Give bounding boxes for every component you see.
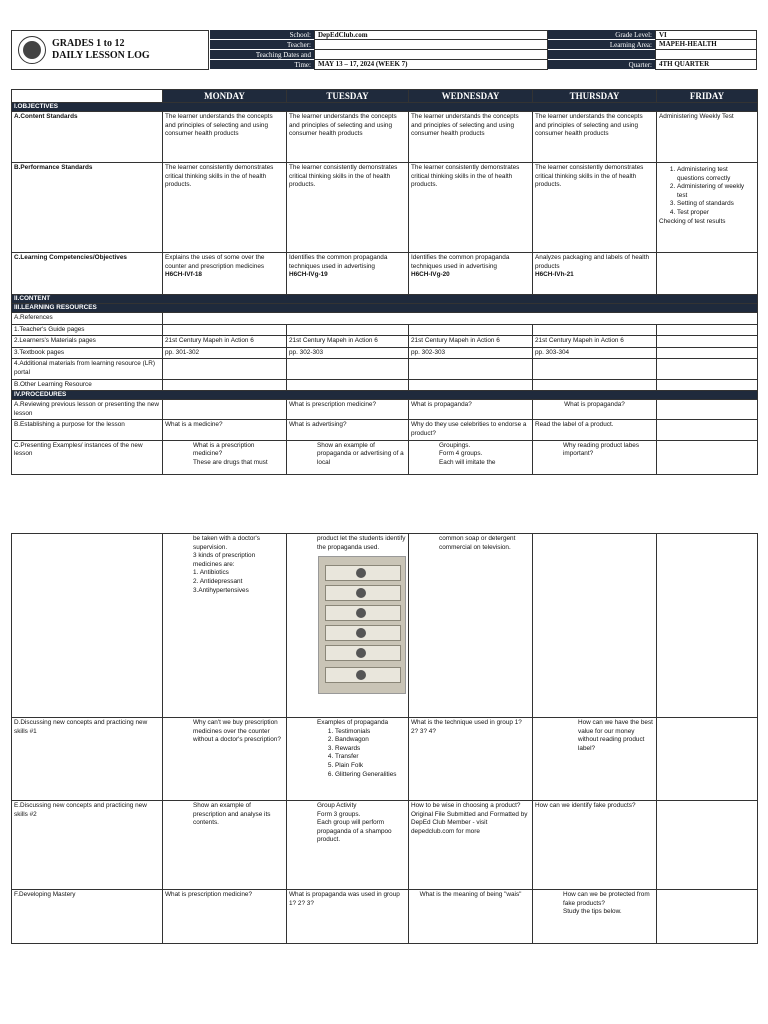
cell-tue: The learner consistently demonstrates critical thinking skills in the of health products.: [287, 163, 409, 253]
area-label: Learning Area:: [548, 40, 655, 50]
lesson-log-header: [11, 30, 757, 70]
list-item: 1. Administering test questions correctly: [677, 166, 755, 183]
cell-tue: The learner understands the concepts and principles of selecting and using consumer health products: [287, 112, 409, 163]
cell-mon: What is a medicine?: [163, 420, 287, 440]
deped-seal-icon: [18, 36, 46, 64]
row-textbook: [12, 347, 758, 359]
cell-wed: pp. 302-303: [409, 347, 533, 359]
cell-mon: The learner understands the concepts and principles of selecting and using consumer health products: [163, 112, 287, 163]
cell-fri: Administering Weekly Test: [657, 112, 758, 163]
cell-tue: What is advertising?: [287, 420, 409, 440]
row-other-resource: [12, 379, 758, 391]
section-procedures: IV.PROCEDURES: [12, 391, 758, 400]
header-title: GRADES 1 to 12 DAILY LESSON LOG: [52, 38, 150, 61]
propaganda-worksheet-photo: [318, 556, 406, 694]
list-item: 3. Setting of standards: [677, 200, 755, 209]
row-learners-materials: [12, 336, 758, 348]
row-label: E.Discussing new concepts and practicing new skills #2: [12, 801, 163, 890]
dates-label-2: Time:: [210, 60, 314, 70]
day-friday: FRIDAY: [657, 90, 758, 103]
day-thursday: THURSDAY: [533, 90, 657, 103]
cell-mon: What is prescription medicine?: [163, 890, 287, 944]
dates-label-1: Teaching Dates and: [210, 50, 314, 60]
cell-thu: Read the label of a product.: [533, 420, 657, 440]
cell-tue: Show an example of propaganda or advertising of a local: [287, 440, 409, 474]
cell-thu: The learner consistently demonstrates critical thinking skills in the of health products.: [533, 163, 657, 253]
list-item: 3. Rewards: [335, 745, 406, 754]
row-presenting: [12, 440, 758, 474]
list-item: 1. Antibiotics: [193, 569, 229, 577]
row-presenting-continued: [12, 534, 758, 718]
cell-mon: [163, 400, 287, 420]
row-competencies: [12, 253, 758, 295]
cell-mon: What is a prescription medicine? These are drugs that must: [163, 440, 287, 474]
row-purpose: [12, 420, 758, 440]
list-item: 6. Glittering Generalities: [335, 771, 406, 780]
list-item: 2. Administering of weekly test: [677, 183, 755, 200]
row-label: A.References: [12, 313, 163, 325]
cell-thu: 21st Century Mapeh in Action 6: [533, 336, 657, 348]
cell-thu: The learner understands the concepts and principles of selecting and using consumer health products: [533, 112, 657, 163]
section-objectives: I.OBJECTIVES: [12, 103, 758, 112]
row-developing-mastery: [12, 890, 758, 944]
row-reviewing: [12, 400, 758, 420]
row-teachers-guide: [12, 324, 758, 336]
cell-mon: Show an example of prescription and analyse its contents.: [163, 801, 287, 890]
cell-mon: Explains the uses of some over the counter and prescription medicines H6CH-IVf-18: [163, 253, 287, 295]
section-content: II.CONTENT: [12, 295, 758, 304]
teacher-value: [314, 40, 548, 50]
grade-label: Grade Level:: [548, 30, 655, 40]
row-label: B.Other Learning Resource: [12, 379, 163, 391]
cell-wed: common soap or detergent commercial on television.: [409, 534, 533, 718]
header-info-grid: [210, 30, 757, 70]
cell-wed: Groupings. Form 4 groups. Each will imitate the: [409, 440, 533, 474]
cell-fri: [657, 163, 758, 253]
row-content-standards: [12, 112, 758, 163]
lesson-log-table: [11, 89, 758, 475]
cell-mon: The learner consistently demonstrates critical thinking skills in the of health products.: [163, 163, 287, 253]
row-label: 2.Learners's Materials pages: [12, 336, 163, 348]
competency-code: H6CH-IVg-20: [411, 271, 450, 279]
row-additional-materials: [12, 359, 758, 379]
list-item: 3.Antihypertensives: [193, 586, 249, 594]
quarter-value: 4TH QUARTER: [655, 60, 757, 70]
blank-label: [548, 50, 655, 60]
page-1: [11, 30, 757, 475]
cell-wed: The learner understands the concepts and principles of selecting and using consumer health products: [409, 112, 533, 163]
cell-wed: What is the technique used in group 1? 2? 3? 4?: [409, 718, 533, 801]
area-value: MAPEH-HEALTH: [655, 40, 757, 50]
row-performance-standards: [12, 163, 758, 253]
row-label: D.Discussing new concepts and practicing new skills #1: [12, 718, 163, 801]
blank-header-cell: [12, 90, 163, 103]
row-label: B.Performance Standards: [12, 163, 163, 253]
list-item: 1. Testimonials: [335, 728, 406, 737]
row-label: C.Presenting Examples/ instances of the new lesson: [12, 440, 163, 474]
cell-fri: [657, 801, 758, 890]
cell-wed: What is the meaning of being "wais": [409, 890, 533, 944]
cell-fri: [657, 718, 758, 801]
cell-thu: How can we have the best value for our money without reading product label?: [533, 718, 657, 801]
row-discussing-2: [12, 801, 758, 890]
cell-thu: How can we be protected from fake products? Study the tips below.: [533, 890, 657, 944]
cell-thu: [533, 534, 657, 718]
cell-wed: 21st Century Mapeh in Action 6: [409, 336, 533, 348]
row-label: B.Establishing a purpose for the lesson: [12, 420, 163, 440]
cell-tue: Examples of propaganda 1. Testimonials 2. Bandwagon 3. Rewards 4. Transfer 5. Plain Folk 6. Glittering Generalities: [287, 718, 409, 801]
lesson-log-table-continued: [11, 533, 758, 944]
school-label: School:: [210, 30, 314, 40]
cell-fri: [657, 253, 758, 295]
school-value: DepEdClub.com: [314, 30, 548, 40]
blank-value: [655, 50, 757, 60]
list-item: 2. Bandwagon: [335, 736, 406, 745]
row-references: [12, 313, 758, 325]
competency-code: H6CH-IVg-19: [289, 271, 328, 279]
cell-wed: What is propaganda?: [409, 400, 533, 420]
row-label: A.Reviewing previous lesson or presenting the new lesson: [12, 400, 163, 420]
list-item: 2. Antidepressant: [193, 577, 243, 585]
day-wednesday: WEDNESDAY: [409, 90, 533, 103]
list-item: 4. Test proper: [677, 209, 755, 218]
row-label: C.Learning Competencies/Objectives: [12, 253, 163, 295]
row-label: [12, 534, 163, 718]
row-label: 4.Additional materials from learning resource (LR) portal: [12, 359, 163, 379]
row-label: 3.Textbook pages: [12, 347, 163, 359]
cell-tue: Group Activity Form 3 groups. Each group will perform propaganda of a shampoo product.: [287, 801, 409, 890]
competency-code: H6CH-IVf-18: [165, 271, 202, 279]
cell-thu: Why reading product labes important?: [533, 440, 657, 474]
row-label: F.Developing Mastery: [12, 890, 163, 944]
grade-value: VI: [655, 30, 757, 40]
cell-fri: [657, 890, 758, 944]
row-label: A.Content Standards: [12, 112, 163, 163]
competency-code: H6CH-IVh-21: [535, 271, 574, 279]
cell-thu: Analyzes packaging and labels of health products H6CH-IVh-21: [533, 253, 657, 295]
fri-tail-text: Checking of test results: [659, 217, 726, 225]
section-resources: III.LEARNING RESOURCES: [12, 304, 758, 313]
list-item: 5. Plain Folk: [335, 762, 406, 771]
day-tuesday: TUESDAY: [287, 90, 409, 103]
cell-mon: be taken with a doctor's supervision. 3 kinds of prescription medicines are: 1. Antibiotics 2. Antidepressant 3.Antihypertensives: [163, 534, 287, 718]
dates-value: MAY 13 – 17, 2024 (WEEK 7): [314, 60, 548, 70]
cell-tue: pp. 302-303: [287, 347, 409, 359]
cell-thu: How can we identify fake products?: [533, 801, 657, 890]
cell-wed: The learner consistently demonstrates critical thinking skills in the of health products.: [409, 163, 533, 253]
row-label: 1.Teacher's Guide pages: [12, 324, 163, 336]
header-title-box: [11, 30, 209, 70]
dates-spacer: [314, 50, 548, 60]
cell-tue: 21st Century Mapeh in Action 6: [287, 336, 409, 348]
page-2: [11, 533, 757, 944]
day-monday: MONDAY: [163, 90, 287, 103]
cell-wed: How to be wise in choosing a product? Original File Submitted and Formatted by DepEd Club Member - visit depedclub.com for more: [409, 801, 533, 890]
teacher-label: Teacher:: [210, 40, 314, 50]
cell-mon: Why can't we buy prescription medicines over the counter without a doctor's prescription?: [163, 718, 287, 801]
day-header-row: [12, 90, 758, 103]
cell-fri: [657, 534, 758, 718]
cell-mon: 21st Century Mapeh in Action 6: [163, 336, 287, 348]
row-discussing-1: [12, 718, 758, 801]
cell-tue: What is prescription medicine?: [287, 400, 409, 420]
cell-thu: pp. 303-304: [533, 347, 657, 359]
quarter-label: Quarter:: [548, 60, 655, 70]
cell-thu: What is propaganda?: [533, 400, 657, 420]
cell-tue: What is propaganda was used in group 1? 2? 3?: [287, 890, 409, 944]
cell-tue: product let the students identify the propaganda used.: [287, 534, 409, 718]
list-item: 4. Transfer: [335, 753, 406, 762]
cell-tue: Identifies the common propaganda techniques used in advertising H6CH-IVg-19: [287, 253, 409, 295]
cell-mon: pp. 301-302: [163, 347, 287, 359]
cell-wed: Identifies the common propaganda techniques used in advertising H6CH-IVg-20: [409, 253, 533, 295]
cell-wed: Why do they use celebrities to endorse a product?: [409, 420, 533, 440]
